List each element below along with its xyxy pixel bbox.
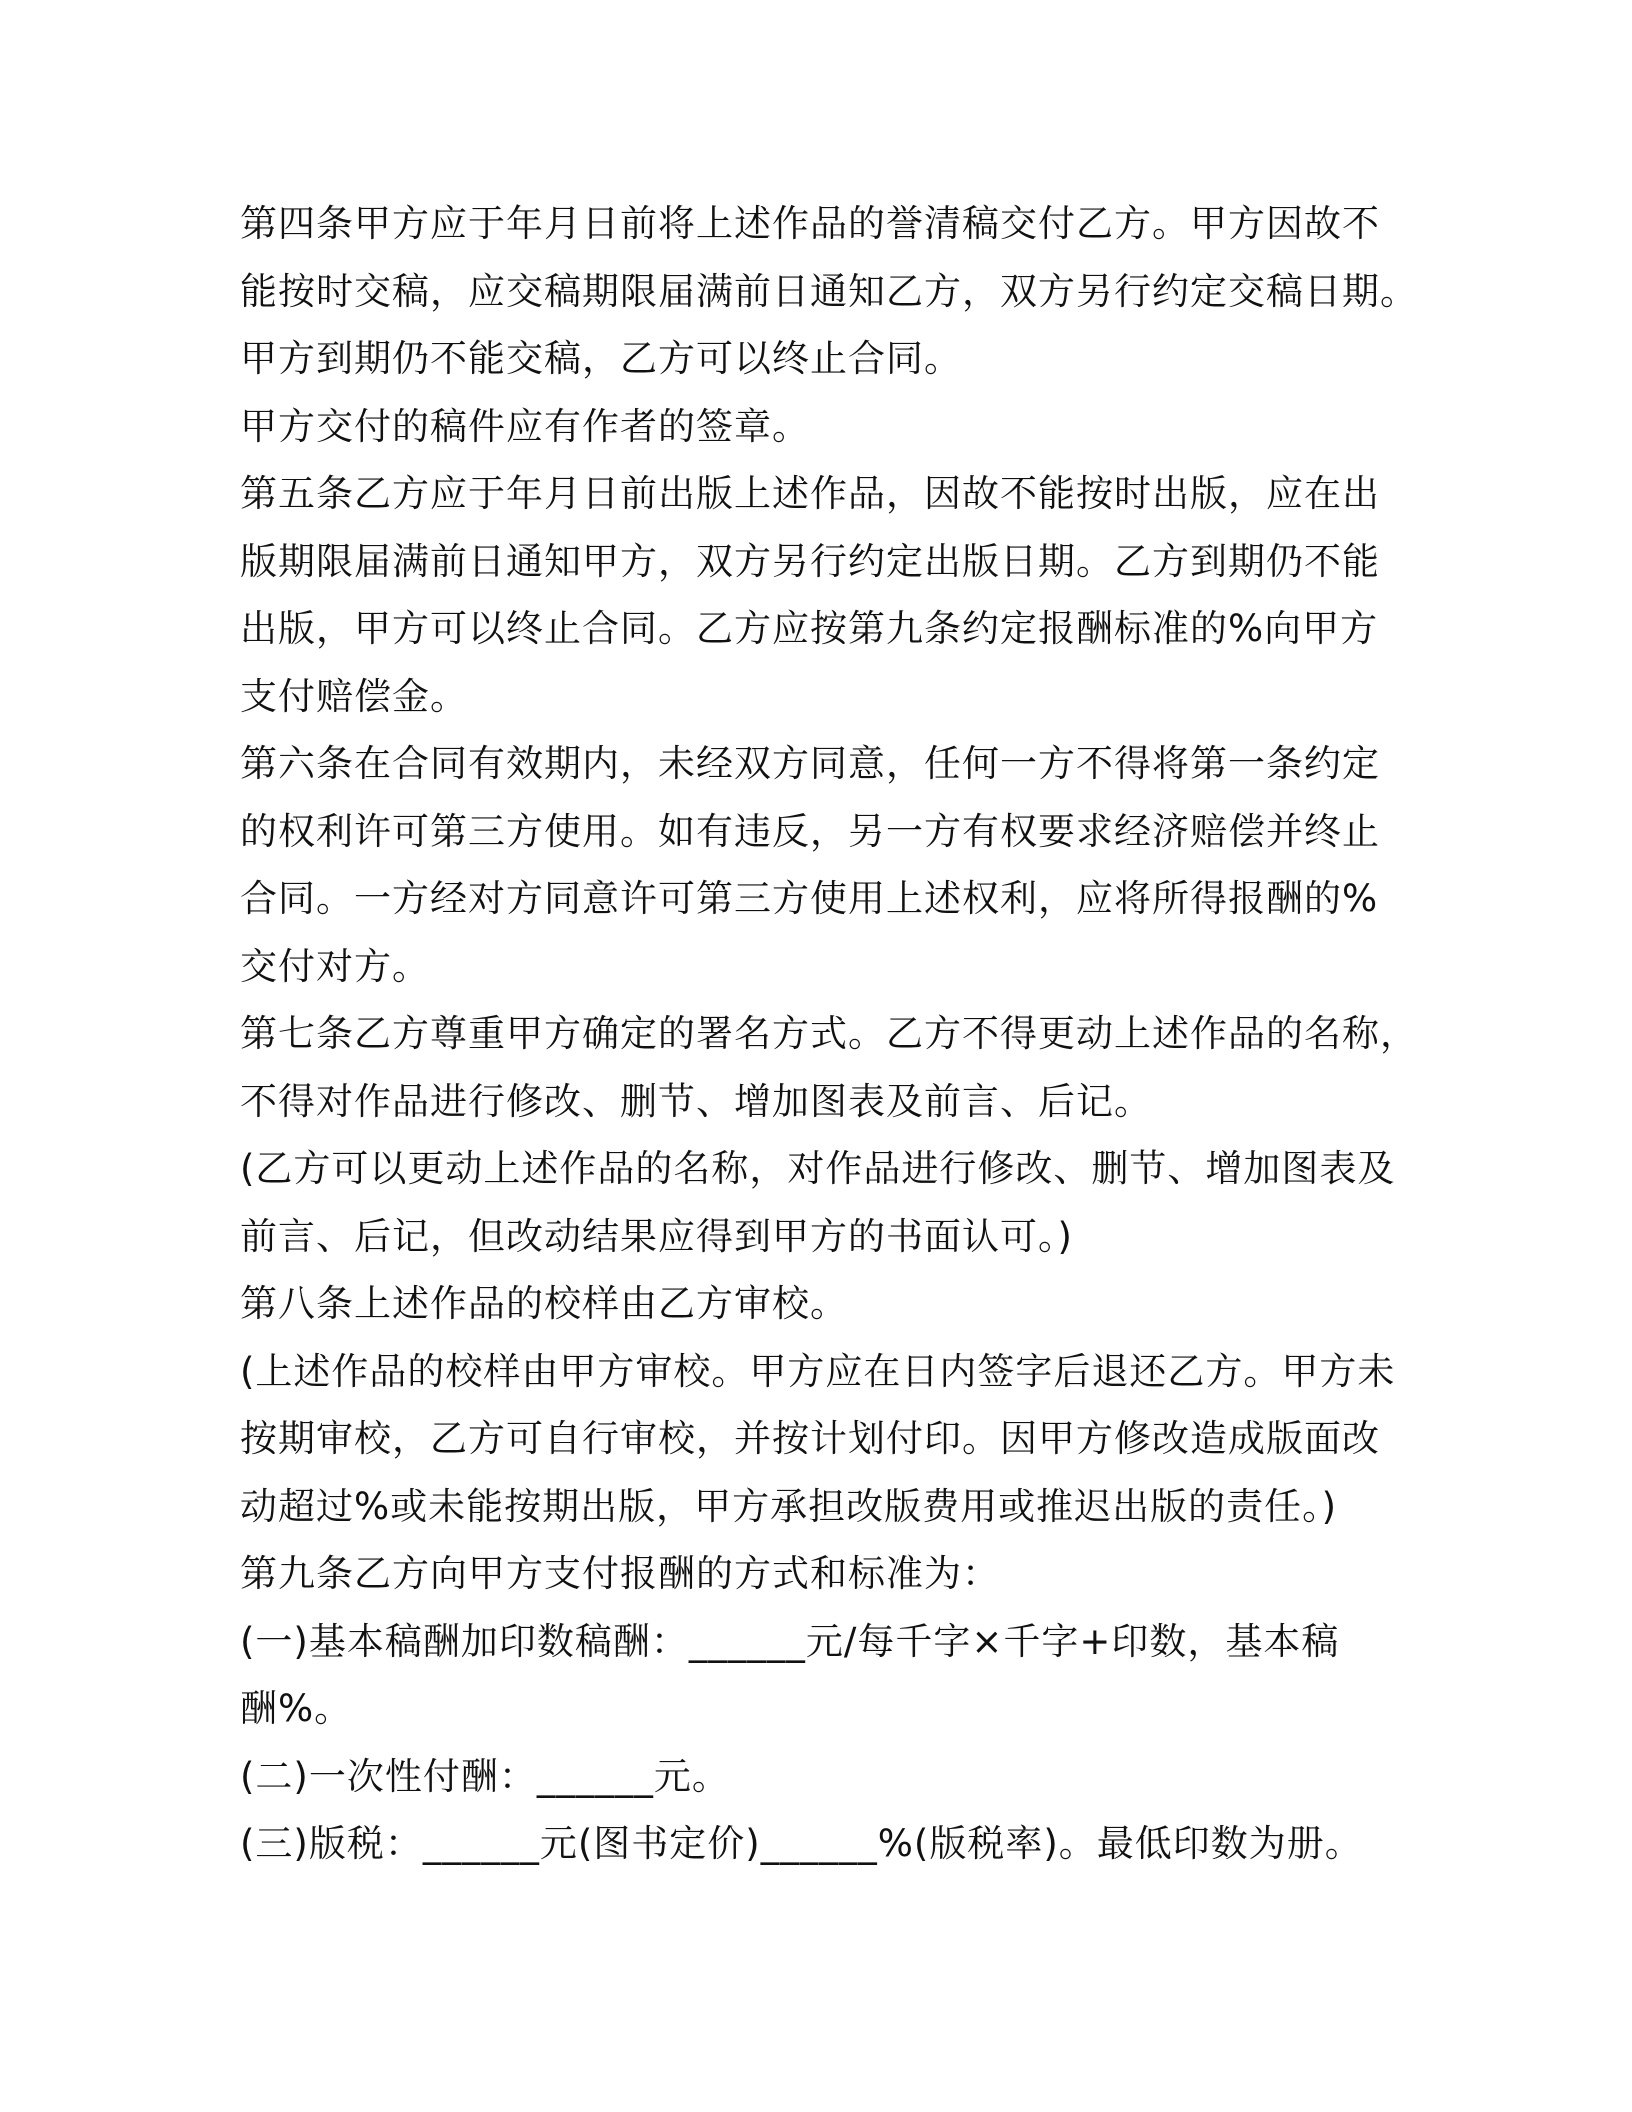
paragraph <box>240 1135 1396 1270</box>
text-line: 交付对方。 <box>240 944 430 988</box>
paragraph <box>240 730 1390 1000</box>
text-line: 的权利许可第三方使用。如有违反，另一方有权要求经济赔偿并终止 <box>240 809 1380 853</box>
text-line: 不得对作品进行修改、删节、增加图表及前言、后记。 <box>240 1079 1152 1123</box>
text-line: (上述作品的校样由甲方审校。甲方应在日内签字后退还乙方。甲方未 <box>240 1349 1396 1393</box>
text-line: 第八条上述作品的校样由乙方审校。 <box>240 1282 848 1325</box>
document-page <box>240 190 1418 1878</box>
text-line: (一)基本稿酬加印数稿酬：______元/每千字×千字+印数，基本稿 <box>240 1619 1340 1663</box>
text-line: 动超过%或未能按期出版，甲方承担改版费用或推迟出版的责任。) <box>240 1484 1338 1528</box>
paragraph <box>240 1540 1390 1608</box>
text-line: 甲方交付的稿件应有作者的签章。 <box>240 404 810 448</box>
text-line: 支付赔偿金。 <box>240 674 468 718</box>
paragraph <box>240 460 1390 730</box>
text-line: 按期审校，乙方可自行审校，并按计划付印。因甲方修改造成版面改 <box>240 1417 1380 1460</box>
text-line: 第四条甲方应于年月日前将上述作品的誉清稿交付乙方。甲方因故不 <box>240 202 1380 245</box>
text-line: (二)一次性付酬：______元。 <box>240 1754 730 1798</box>
text-line: 酬%。 <box>240 1687 353 1730</box>
text-line: 第六条在合同有效期内，未经双方同意，任何一方不得将第一条约定 <box>240 742 1380 785</box>
paragraph <box>240 1743 1390 1811</box>
text-line: 第五条乙方应于年月日前出版上述作品，因故不能按时出版，应在出 <box>240 472 1380 515</box>
paragraph <box>240 1338 1396 1541</box>
paragraph <box>240 1270 1390 1338</box>
text-line: (乙方可以更动上述作品的名称，对作品进行修改、删节、增加图表及 <box>240 1147 1396 1190</box>
paragraph <box>240 1000 1418 1135</box>
text-line: 出版，甲方可以终止合同。乙方应按第九条约定报酬标准的%向甲方 <box>240 607 1379 650</box>
text-line: 甲方到期仍不能交稿，乙方可以终止合同。 <box>240 337 962 380</box>
text-line: 第七条乙方尊重甲方确定的署名方式。乙方不得更动上述作品的名称， <box>240 1012 1418 1055</box>
paragraph <box>240 190 1418 393</box>
text-line: 前言、后记，但改动结果应得到甲方的书面认可。) <box>240 1214 1073 1258</box>
paragraph <box>240 1608 1390 1743</box>
text-line: 版期限届满前日通知甲方，双方另行约定出版日期。乙方到期仍不能 <box>240 539 1380 583</box>
paragraph <box>240 393 1390 461</box>
text-line: (三)版税：______元(图书定价)______%(版税率)。最低印数为册。 <box>240 1822 1363 1865</box>
text-line: 第九条乙方向甲方支付报酬的方式和标准为： <box>240 1552 1000 1595</box>
text-line: 能按时交稿，应交稿期限届满前日通知乙方，双方另行约定交稿日期。 <box>240 269 1418 313</box>
text-line: 合同。一方经对方同意许可第三方使用上述权利，应将所得报酬的% <box>240 877 1379 920</box>
paragraph <box>240 1810 1390 1878</box>
